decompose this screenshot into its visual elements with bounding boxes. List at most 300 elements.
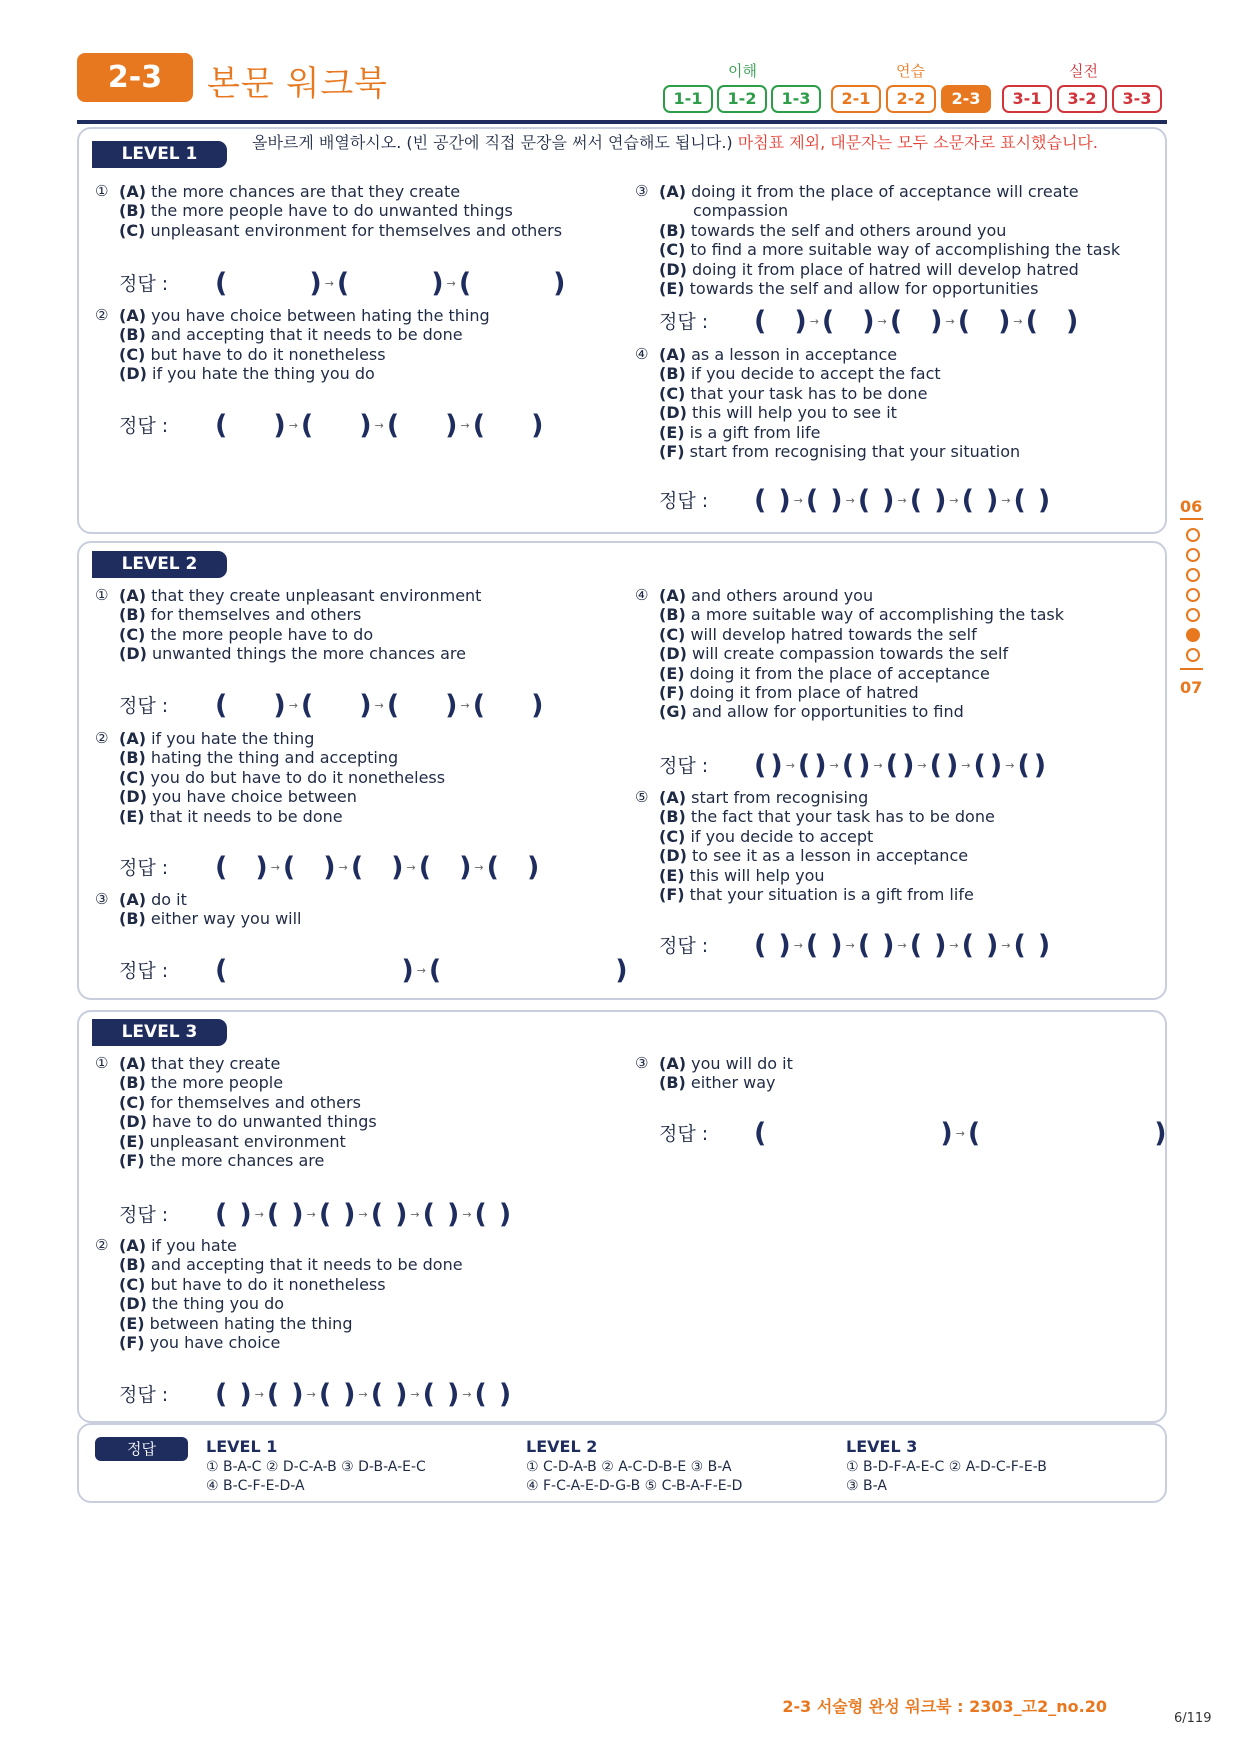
arrow-icon: → — [358, 1387, 368, 1401]
open-paren: ( — [957, 305, 971, 337]
answer-row-l3-1 — [119, 1199, 511, 1229]
answer-blank[interactable] — [227, 855, 255, 881]
page-title: 본문 워크북 — [207, 64, 389, 104]
arrow-icon: → — [374, 698, 384, 712]
arrow-icon: → — [793, 938, 803, 952]
level2-title: LEVEL 2 — [92, 551, 227, 578]
option-key: (A) — [119, 1236, 147, 1255]
option-text: unwanted things the more chances are — [152, 644, 466, 664]
answer-key-line: ① B-D-F-A-E-C ② A-D-C-F-E-B — [846, 1459, 1047, 1475]
answer-label: 정답 : — [119, 1203, 169, 1226]
option-key: (E) — [659, 279, 685, 299]
open-paren: ( — [428, 954, 442, 986]
answer-blank[interactable] — [349, 271, 431, 297]
answer-blank[interactable] — [834, 309, 862, 335]
open-paren: ( — [805, 484, 819, 516]
answer-blank[interactable] — [980, 1121, 1154, 1147]
close-paren: ) — [830, 929, 843, 961]
option-text: that your situation is a gift from life — [689, 885, 974, 905]
answer-blank[interactable] — [279, 1202, 291, 1228]
option-text: that they create unpleasant environment — [151, 586, 482, 605]
option-text: a more suitable way of accomplishing the task — [690, 605, 1064, 625]
question-number: ③ — [95, 890, 109, 908]
open-paren: ( — [961, 929, 974, 961]
arrow-icon: → — [416, 963, 426, 977]
close-paren: ) — [814, 749, 827, 781]
nav-button-2-2[interactable]: 2-2 — [886, 85, 936, 113]
option-key: (E) — [659, 422, 685, 442]
close-paren: ) — [778, 929, 791, 961]
open-paren: ( — [472, 409, 486, 441]
option-line — [659, 702, 1064, 721]
option-key: (D) — [119, 787, 147, 807]
answer-blank[interactable] — [227, 693, 273, 719]
option-key: (C) — [119, 344, 146, 364]
open-paren: ( — [215, 1378, 228, 1410]
open-paren: ( — [215, 267, 228, 299]
nav-button-2-1[interactable]: 2-1 — [831, 85, 881, 113]
arrow-icon: → — [288, 698, 298, 712]
open-paren: ( — [754, 1117, 767, 1149]
open-paren: ( — [350, 851, 364, 883]
arrow-icon: → — [374, 418, 384, 432]
option-text: doing it from place of hatred will develop hatred — [692, 259, 1079, 279]
question-l1-4 — [635, 345, 1021, 462]
answer-blank[interactable] — [485, 413, 531, 439]
question-number: ② — [95, 1236, 109, 1254]
arrow-icon: → — [945, 314, 955, 328]
answer-row-l2-3 — [119, 955, 628, 985]
close-paren: ) — [1037, 484, 1051, 516]
close-paren: ) — [391, 851, 404, 883]
answer-blank[interactable] — [1026, 488, 1038, 514]
option-text: and others around you — [691, 586, 874, 605]
option-text: do it — [151, 890, 187, 909]
option-key: (C) — [119, 767, 146, 787]
option-key: (F) — [659, 683, 685, 703]
close-paren: ) — [934, 929, 947, 961]
arrow-icon: → — [254, 1207, 264, 1221]
answer-blank[interactable] — [399, 413, 445, 439]
option-key: (A) — [119, 890, 147, 909]
option-text: compassion — [693, 201, 789, 221]
option-line — [659, 260, 1120, 279]
answer-blank[interactable] — [363, 855, 391, 881]
close-paren: ) — [446, 1378, 460, 1410]
answer-blank[interactable] — [227, 1202, 239, 1228]
option-key: (C) — [659, 383, 686, 403]
arrow-icon: → — [917, 758, 927, 772]
answer-label: 정답 : — [119, 414, 169, 437]
option-line — [119, 644, 481, 663]
answer-blank[interactable] — [1026, 933, 1038, 959]
answer-label: 정답 : — [119, 694, 169, 717]
option-line — [659, 182, 1120, 201]
option-key: (A) — [659, 788, 687, 807]
close-paren: ) — [1037, 929, 1051, 961]
arrow-icon: → — [254, 1387, 264, 1401]
option-key: (C) — [659, 826, 686, 846]
side-dot — [1186, 548, 1200, 562]
question-l1-2 — [95, 306, 490, 384]
answer-blank[interactable] — [870, 933, 882, 959]
open-paren: ( — [841, 749, 855, 781]
question-l1-1 — [95, 182, 563, 240]
answer-key-label: 정답 — [95, 1437, 188, 1461]
option-text: the fact that your task has to be done — [690, 807, 995, 827]
instruction-text: 올바르게 배열하시오. (빈 공간에 직접 문장을 써서 연습해도 됩니다.) — [252, 133, 733, 152]
answer-blank[interactable] — [227, 1382, 239, 1408]
answer-blank[interactable] — [383, 1202, 395, 1228]
close-paren: ) — [343, 1378, 356, 1410]
option-text: and accepting that it needs to be done — [150, 1255, 463, 1275]
side-divider — [1180, 518, 1203, 520]
option-key: (A) — [659, 345, 687, 364]
answer-blank[interactable] — [227, 271, 309, 297]
side-dot — [1186, 588, 1200, 602]
question-l3-2 — [95, 1236, 463, 1353]
answer-row-l3-3 — [659, 1118, 1167, 1148]
nav-button-1-2[interactable]: 1-2 — [717, 85, 767, 113]
level1-title: LEVEL 1 — [92, 141, 227, 168]
option-key: (D) — [659, 846, 687, 866]
arrow-icon: → — [785, 758, 795, 772]
close-paren: ) — [1154, 1117, 1167, 1149]
option-key: (E) — [119, 1313, 145, 1333]
answer-blank[interactable] — [485, 693, 531, 719]
option-line — [659, 384, 1020, 403]
option-key: (C) — [119, 624, 146, 644]
instruction-note: 마침표 제외, 대문자는 모두 소문자로 표시했습니다. — [737, 133, 1098, 152]
close-paren: ) — [359, 409, 372, 441]
option-line — [119, 1112, 377, 1131]
option-key: (E) — [119, 1131, 145, 1151]
option-text: doing it from the place of acceptance — [689, 663, 990, 683]
arrow-icon: → — [793, 493, 803, 507]
answer-blank[interactable] — [766, 1121, 940, 1147]
option-text: if you hate — [151, 1236, 237, 1255]
option-key: (A) — [659, 586, 687, 605]
option-line — [119, 787, 445, 806]
question-number: ④ — [635, 345, 649, 363]
side-dot — [1186, 568, 1200, 582]
option-line — [119, 221, 562, 240]
answer-key-line: ④ B-C-F-E-D-A — [206, 1478, 305, 1494]
arrow-icon: → — [410, 1207, 420, 1221]
arrow-icon: → — [406, 860, 416, 874]
answer-key-level2 — [526, 1437, 742, 1496]
option-line — [119, 325, 490, 344]
answer-blank[interactable] — [399, 693, 445, 719]
answer-blank[interactable] — [431, 855, 459, 881]
question-l2-1 — [95, 586, 482, 664]
side-dot — [1186, 648, 1200, 662]
option-line — [659, 827, 995, 846]
question-l1-3 — [635, 182, 1121, 299]
answer-key-line: ① C-D-A-B ② A-C-D-B-E ③ B-A — [526, 1459, 732, 1475]
answer-blank[interactable] — [441, 958, 615, 984]
option-text: you have choice — [149, 1333, 281, 1353]
arrow-icon: → — [1001, 938, 1011, 952]
close-paren: ) — [945, 749, 959, 781]
close-paren: ) — [989, 749, 1003, 781]
question-l2-4 — [635, 586, 1064, 722]
open-paren: ( — [1025, 305, 1038, 337]
open-paren: ( — [215, 954, 228, 986]
answer-blank[interactable] — [331, 1202, 343, 1228]
answer-blank[interactable] — [766, 488, 778, 514]
open-paren: ( — [1013, 929, 1026, 961]
option-line — [119, 1333, 463, 1352]
option-key: (A) — [659, 182, 687, 201]
option-key: (B) — [119, 605, 146, 625]
option-line — [119, 605, 481, 624]
close-paren: ) — [395, 1198, 408, 1230]
option-text: but have to do it nonetheless — [150, 1274, 386, 1294]
open-paren: ( — [386, 689, 400, 721]
arrow-icon: → — [306, 1387, 316, 1401]
close-paren: ) — [431, 267, 444, 299]
option-line — [119, 306, 490, 325]
answer-blank[interactable] — [331, 1382, 343, 1408]
close-paren: ) — [343, 1198, 356, 1230]
arrow-icon: → — [845, 938, 855, 952]
arrow-icon: → — [1005, 758, 1015, 772]
answer-blank[interactable] — [279, 1382, 291, 1408]
option-key: (A) — [119, 182, 147, 201]
footer-title: 2-3 서술형 완성 워크북 : 2303_고2_no.20 — [782, 1697, 1107, 1716]
nav-button-1-3[interactable]: 1-3 — [771, 85, 821, 113]
option-key: (F) — [119, 1151, 145, 1171]
option-text: the more chances are that they create — [151, 182, 461, 201]
answer-blank[interactable] — [499, 855, 527, 881]
option-text: you will do it — [691, 1054, 793, 1073]
open-paren: ( — [418, 851, 432, 883]
option-text: the more people have to do unwanted things — [150, 201, 513, 221]
question-l3-3 — [635, 1054, 793, 1093]
arrow-icon: → — [460, 418, 470, 432]
answer-key-line: ③ B-A — [846, 1478, 887, 1494]
answer-blank[interactable] — [227, 958, 401, 984]
option-key: (F) — [659, 885, 685, 905]
close-paren: ) — [985, 929, 999, 961]
option-line — [119, 748, 445, 767]
option-key: (B) — [119, 1073, 146, 1093]
open-paren: ( — [336, 267, 350, 299]
option-text: you have choice between hating the thing — [151, 306, 490, 325]
option-key: (B) — [659, 220, 686, 240]
question-number: ① — [95, 1054, 109, 1072]
answer-blank[interactable] — [435, 1382, 447, 1408]
answer-blank[interactable] — [766, 309, 794, 335]
answer-blank[interactable] — [295, 855, 323, 881]
option-text: this will help you to see it — [692, 403, 897, 423]
arrow-icon: → — [270, 860, 280, 874]
answer-blank[interactable] — [818, 933, 830, 959]
answer-label: 정답 : — [119, 1383, 169, 1406]
answer-key-title: LEVEL 3 — [846, 1437, 918, 1456]
answer-blank[interactable] — [970, 309, 998, 335]
option-text: doing it from place of hatred — [689, 683, 919, 703]
option-text: unpleasant environment for themselves and others — [150, 220, 563, 240]
side-dot-active — [1186, 628, 1200, 642]
answer-blank[interactable] — [313, 693, 359, 719]
open-paren: ( — [486, 851, 499, 883]
option-text: either way — [690, 1073, 776, 1093]
close-paren: ) — [498, 1198, 512, 1230]
option-line — [659, 807, 995, 826]
close-paren: ) — [940, 1117, 953, 1149]
arrow-icon: → — [462, 1387, 472, 1401]
close-paren: ) — [882, 484, 895, 516]
nav-button-3-2[interactable]: 3-2 — [1057, 85, 1107, 113]
open-paren: ( — [370, 1378, 384, 1410]
option-text: if you hate the thing — [151, 729, 315, 748]
option-line — [119, 345, 490, 364]
question-l2-2 — [95, 729, 446, 826]
question-number: ⑤ — [635, 788, 649, 806]
option-line — [659, 201, 1120, 220]
option-key: (B) — [119, 325, 146, 345]
open-paren: ( — [754, 484, 767, 516]
arrow-icon: → — [288, 418, 298, 432]
option-line — [659, 625, 1064, 644]
option-line — [659, 364, 1020, 383]
option-text: will develop hatred towards the self — [690, 624, 977, 644]
option-line — [659, 1054, 793, 1073]
answer-label: 정답 : — [659, 1122, 709, 1145]
option-text: the more people have to do — [150, 624, 374, 644]
nav-button-3-1[interactable]: 3-1 — [1002, 85, 1052, 113]
option-text: you have choice between — [152, 787, 357, 807]
lesson-badge: 2-3 — [77, 53, 193, 102]
option-line — [659, 846, 995, 865]
option-text: hating the thing and accepting — [150, 748, 399, 768]
open-paren: ( — [857, 484, 871, 516]
open-paren: ( — [266, 1378, 280, 1410]
option-text: have to do unwanted things — [152, 1112, 377, 1132]
open-paren: ( — [821, 305, 835, 337]
open-paren: ( — [215, 851, 228, 883]
answer-blank[interactable] — [974, 933, 986, 959]
nav-button-3-3[interactable]: 3-3 — [1112, 85, 1162, 113]
open-paren: ( — [967, 1117, 981, 1149]
answer-blank[interactable] — [227, 413, 273, 439]
close-paren: ) — [794, 305, 807, 337]
close-paren: ) — [445, 409, 458, 441]
option-text: either way you will — [150, 909, 302, 929]
answer-blank[interactable] — [974, 488, 986, 514]
option-line — [119, 807, 445, 826]
answer-label: 정답 : — [659, 489, 709, 512]
option-text: for themselves and others — [150, 605, 362, 625]
option-key: (A) — [119, 1054, 147, 1073]
question-number: ① — [95, 182, 109, 200]
page-number: 6/119 — [1174, 1711, 1212, 1726]
answer-blank[interactable] — [766, 933, 778, 959]
option-line — [659, 403, 1020, 422]
close-paren: ) — [239, 1378, 252, 1410]
option-line — [119, 1073, 377, 1092]
open-paren: ( — [474, 1378, 487, 1410]
answer-row-l2-2 — [119, 852, 539, 882]
option-line — [659, 885, 995, 904]
side-page-bottom: 07 — [1180, 678, 1203, 697]
open-paren: ( — [215, 689, 228, 721]
option-key: (E) — [659, 865, 685, 885]
arrow-icon: → — [1013, 314, 1023, 328]
option-key: (B) — [119, 909, 146, 929]
answer-blank[interactable] — [818, 488, 830, 514]
answer-label: 정답 : — [119, 856, 169, 879]
close-paren: ) — [531, 409, 544, 441]
question-number: ③ — [635, 1054, 649, 1072]
open-paren: ( — [1017, 749, 1030, 781]
answer-blank[interactable] — [870, 488, 882, 514]
close-paren: ) — [255, 851, 268, 883]
close-paren: ) — [395, 1378, 408, 1410]
option-text: as a lesson in acceptance — [691, 345, 898, 364]
option-line — [659, 345, 1020, 364]
answer-label: 정답 : — [659, 310, 709, 333]
option-text: for themselves and others — [150, 1092, 361, 1112]
open-paren: ( — [458, 267, 472, 299]
answer-blank[interactable] — [487, 1202, 499, 1228]
open-paren: ( — [797, 749, 811, 781]
close-paren: ) — [1065, 305, 1079, 337]
answer-blank[interactable] — [383, 1382, 395, 1408]
close-paren: ) — [239, 1198, 252, 1230]
answer-blank[interactable] — [435, 1202, 447, 1228]
close-paren: ) — [309, 267, 322, 299]
answer-key-level3 — [846, 1437, 1047, 1496]
answer-blank[interactable] — [1038, 309, 1066, 335]
close-paren: ) — [778, 484, 791, 516]
option-text: if you hate the thing you do — [152, 364, 375, 384]
close-paren: ) — [526, 851, 540, 883]
answer-blank[interactable] — [313, 413, 359, 439]
option-key: (B) — [119, 748, 146, 768]
option-line — [119, 1093, 377, 1112]
header-rule — [77, 120, 1167, 124]
nav-button-2-3[interactable]: 2-3 — [941, 85, 991, 113]
answer-blank[interactable] — [487, 1382, 499, 1408]
option-line — [119, 1132, 377, 1151]
option-key: (B) — [119, 1255, 146, 1275]
open-paren: ( — [215, 1198, 228, 1230]
option-line — [659, 866, 995, 885]
answer-blank[interactable] — [922, 488, 934, 514]
open-paren: ( — [215, 409, 228, 441]
answer-row-l2-4 — [659, 750, 1046, 780]
open-paren: ( — [754, 929, 767, 961]
arrow-icon: → — [949, 938, 959, 952]
answer-blank[interactable] — [922, 933, 934, 959]
answer-blank[interactable] — [471, 271, 553, 297]
option-line — [659, 683, 1064, 702]
open-paren: ( — [805, 929, 819, 961]
answer-key-title: LEVEL 2 — [526, 1437, 598, 1456]
option-text: that your task has to be done — [690, 383, 928, 403]
option-text: this will help you — [689, 865, 825, 885]
open-paren: ( — [370, 1198, 384, 1230]
arrow-icon: → — [474, 860, 484, 874]
answer-blank[interactable] — [902, 309, 930, 335]
arrow-icon: → — [897, 493, 907, 507]
arrow-icon: → — [358, 1207, 368, 1221]
nav-button-1-1[interactable]: 1-1 — [663, 85, 713, 113]
option-line — [119, 1236, 463, 1255]
